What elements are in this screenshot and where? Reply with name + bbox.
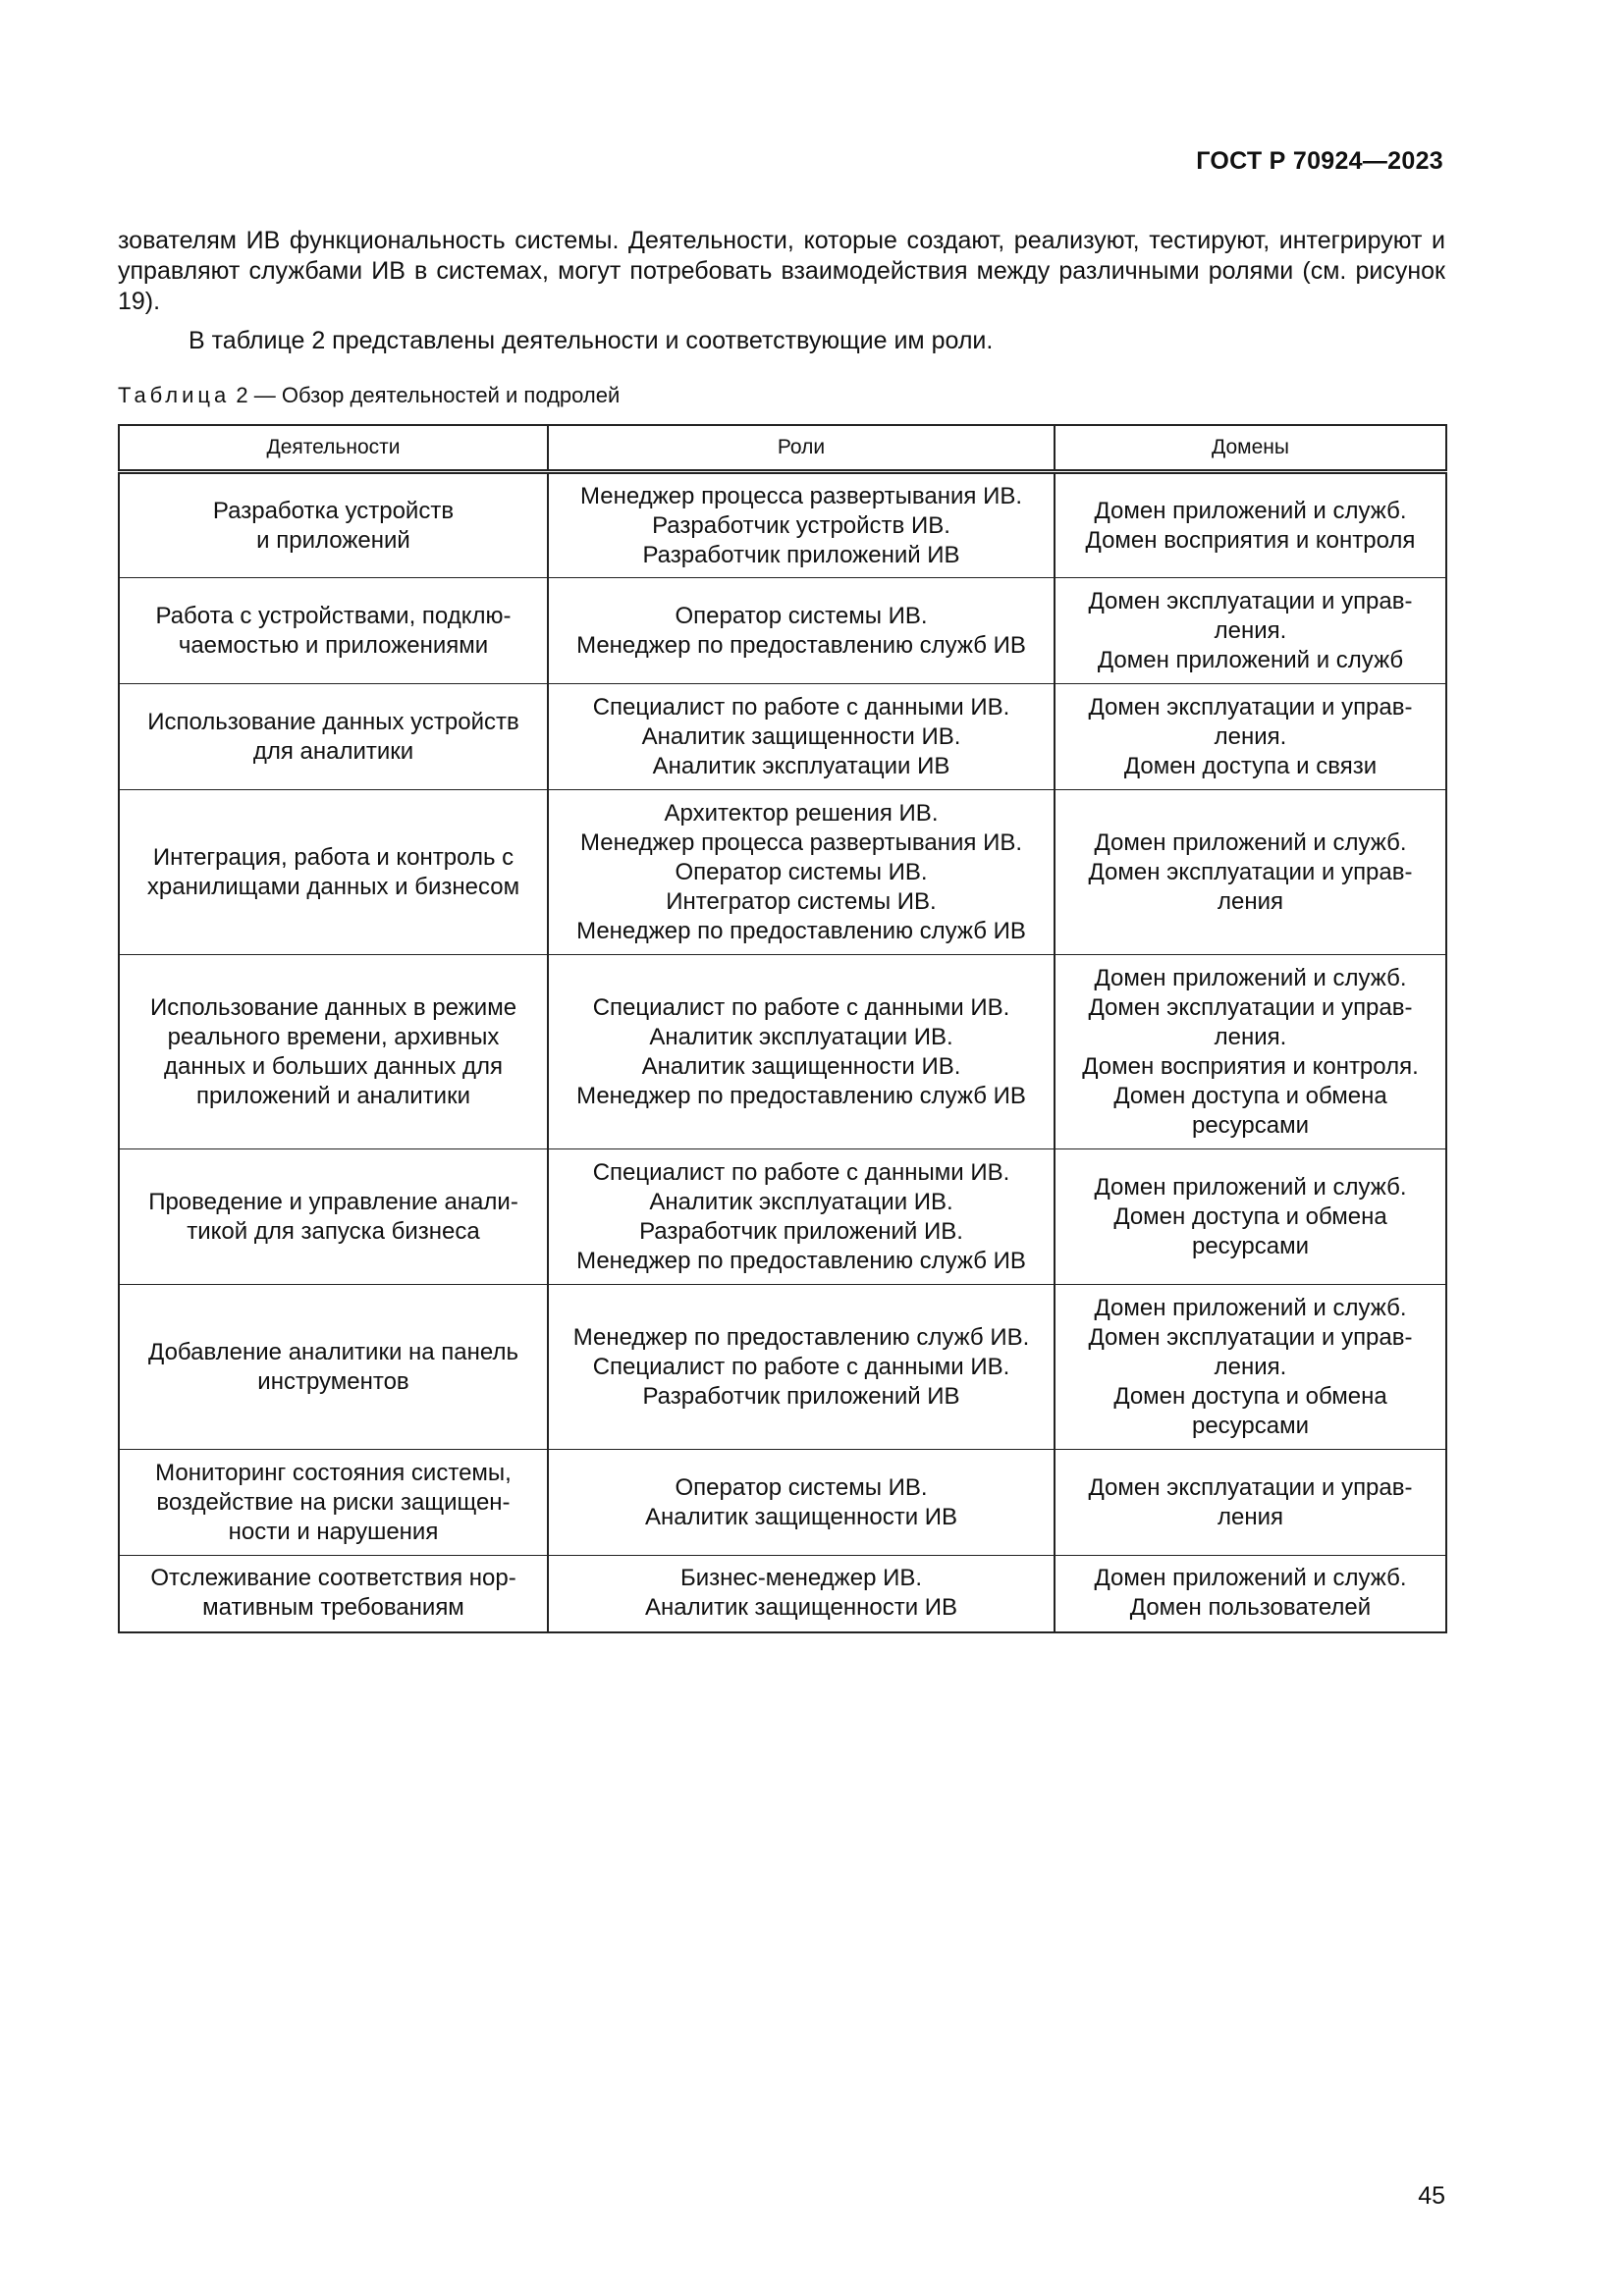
- cell-line: Оператор системы ИВ.: [675, 602, 928, 629]
- domains-cell: [1055, 1285, 1446, 1450]
- table-caption-label: Таблица: [118, 383, 231, 407]
- roles-cell: [548, 684, 1055, 790]
- domains-cell: [1055, 790, 1446, 955]
- cell-line: Специалист по работе с данными ИВ.: [592, 693, 1010, 721]
- cell-line: Домен приложений и служб.: [1094, 497, 1407, 524]
- activities-roles-table: [118, 424, 1447, 1633]
- cell-line: ления.: [1214, 1023, 1287, 1050]
- activity-cell: [119, 472, 548, 578]
- domains-cell: [1055, 684, 1446, 790]
- cell-line: Домен восприятия и контроля.: [1082, 1052, 1419, 1080]
- cell-line: Аналитик защищенности ИВ: [644, 1503, 958, 1530]
- cell-line: Специалист по работе с данными ИВ.: [592, 1158, 1010, 1186]
- cell-line: Домен доступа и обмена: [1113, 1382, 1387, 1410]
- roles-cell: [548, 1450, 1055, 1556]
- cell-line: реального времени, архивных: [167, 1023, 500, 1050]
- cell-line: Работа с устройствами, подклю-: [155, 602, 512, 629]
- cell-line: Домен доступа и обмена: [1113, 1202, 1387, 1230]
- cell-line: для аналитики: [252, 737, 414, 765]
- cell-line: Менеджер по предоставлению служб ИВ.: [572, 1323, 1030, 1351]
- activity-cell: [119, 1556, 548, 1632]
- cell-line: Домен приложений и служб.: [1094, 1294, 1407, 1321]
- cell-line: Добавление аналитики на панель: [148, 1338, 518, 1365]
- activity-cell: [119, 955, 548, 1149]
- cell-line: Использование данных в режиме: [149, 993, 517, 1021]
- cell-line: Домен эксплуатации и управ-: [1088, 858, 1413, 885]
- cell-line: Специалист по работе с данными ИВ.: [592, 993, 1010, 1021]
- cell-line: Домен восприятия и контроля: [1085, 526, 1416, 554]
- cell-line: Аналитик эксплуатации ИВ.: [649, 1188, 953, 1215]
- roles-cell: [548, 1556, 1055, 1632]
- cell-line: Домен доступа и связи: [1123, 752, 1378, 779]
- cell-line: Аналитик эксплуатации ИВ.: [649, 1023, 953, 1050]
- cell-line: Домен эксплуатации и управ-: [1088, 693, 1413, 721]
- table-row: [119, 1149, 1446, 1285]
- domains-cell: [1055, 955, 1446, 1149]
- table-row: [119, 578, 1446, 684]
- table-row: [119, 1285, 1446, 1450]
- cell-line: Отслеживание соответствия нор-: [150, 1565, 516, 1592]
- cell-line: инструментов: [257, 1367, 409, 1395]
- table-row: [119, 472, 1446, 578]
- cell-line: Архитектор решения ИВ.: [664, 799, 939, 827]
- domains-cell: [1055, 1450, 1446, 1556]
- cell-line: Домен приложений и служб.: [1094, 1173, 1407, 1201]
- activity-cell: [119, 1285, 548, 1450]
- cell-line: ресурсами: [1191, 1111, 1310, 1139]
- cell-line: Интеграция, работа и контроль с: [152, 843, 514, 871]
- cell-line: Домен эксплуатации и управ-: [1088, 587, 1413, 614]
- cell-line: Менеджер процесса развертывания ИВ.: [579, 828, 1023, 856]
- paragraph-table-intro: В таблице 2 представлены деятельности и соответствующие им роли.: [189, 327, 994, 354]
- cell-line: ления: [1217, 887, 1283, 915]
- cell-line: Проведение и управление анали-: [148, 1188, 518, 1215]
- cell-line: Менеджер по предоставлению служб ИВ: [576, 1082, 1026, 1109]
- domains-cell: [1055, 472, 1446, 578]
- table-row: [119, 684, 1446, 790]
- table-caption: [118, 383, 620, 408]
- cell-line: Разработчик приложений ИВ: [642, 541, 960, 568]
- header-domains: Домены: [1055, 425, 1446, 472]
- cell-line: Менеджер по предоставлению служб ИВ: [576, 917, 1026, 944]
- table-row: [119, 1556, 1446, 1632]
- cell-line: Аналитик защищенности ИВ: [644, 1594, 958, 1622]
- activity-cell: [119, 1149, 548, 1285]
- cell-line: Разработчик устройств ИВ.: [652, 511, 950, 539]
- cell-line: Домен приложений и служб.: [1094, 1565, 1407, 1592]
- header-roles: Роли: [548, 425, 1055, 472]
- cell-line: ления.: [1214, 722, 1287, 750]
- cell-line: Мониторинг состояния системы,: [155, 1459, 512, 1486]
- cell-line: ресурсами: [1191, 1412, 1310, 1439]
- body-text: [118, 226, 1445, 356]
- cell-line: Интегратор системы ИВ.: [666, 887, 937, 915]
- cell-line: воздействие на риски защищен-: [156, 1488, 511, 1516]
- cell-line: ления.: [1214, 1353, 1287, 1380]
- header-activities: Деятельности: [119, 425, 548, 472]
- cell-line: ресурсами: [1191, 1232, 1310, 1259]
- roles-cell: [548, 472, 1055, 578]
- cell-line: Разработка устройств: [212, 497, 455, 524]
- domains-cell: [1055, 1556, 1446, 1632]
- activity-cell: [119, 790, 548, 955]
- cell-line: Домен пользователей: [1129, 1594, 1372, 1622]
- cell-line: Домен приложений и служб.: [1094, 964, 1407, 991]
- cell-line: Аналитик защищенности ИВ.: [641, 722, 961, 750]
- activity-cell: [119, 1450, 548, 1556]
- table-row: [119, 955, 1446, 1149]
- cell-line: и приложений: [256, 526, 410, 554]
- cell-line: Бизнес-менеджер ИВ.: [679, 1565, 923, 1592]
- cell-line: Оператор системы ИВ.: [675, 1473, 928, 1501]
- domains-cell: [1055, 578, 1446, 684]
- cell-line: ности и нарушения: [228, 1518, 439, 1545]
- cell-line: Домен эксплуатации и управ-: [1088, 1323, 1413, 1351]
- domains-cell: [1055, 1149, 1446, 1285]
- table-body: [119, 472, 1446, 1632]
- roles-cell: [548, 955, 1055, 1149]
- cell-line: Домен приложений и служб: [1097, 646, 1404, 673]
- cell-line: ления.: [1214, 616, 1287, 644]
- cell-line: Аналитик защищенности ИВ.: [641, 1052, 961, 1080]
- paragraph-continuation: зователям ИВ функциональность системы. Деятельности, которые создают, реализуют, тестируют, интегрируют и управляют службами ИВ в системах, могут потребовать взаимодействия между различными ролями (см. рисунок 19).: [118, 227, 1445, 315]
- cell-line: Разработчик приложений ИВ.: [639, 1217, 963, 1245]
- cell-line: Использование данных устройств: [147, 708, 519, 735]
- cell-line: ления: [1217, 1503, 1283, 1530]
- cell-line: тикой для запуска бизнеса: [187, 1217, 480, 1245]
- cell-line: хранилищами данных и бизнесом: [146, 873, 520, 900]
- table-caption-number: 2: [236, 383, 248, 407]
- roles-cell: [548, 578, 1055, 684]
- table-row: [119, 1450, 1446, 1556]
- cell-line: Аналитик эксплуатации ИВ: [652, 752, 950, 779]
- page-number: 45: [1418, 2182, 1445, 2210]
- cell-line: Разработчик приложений ИВ: [642, 1382, 960, 1410]
- cell-line: Менеджер процесса развертывания ИВ.: [579, 482, 1023, 509]
- roles-cell: [548, 790, 1055, 955]
- activity-cell: [119, 578, 548, 684]
- cell-line: чаемостью и приложениями: [178, 631, 489, 659]
- cell-line: Оператор системы ИВ.: [675, 858, 928, 885]
- cell-line: приложений и аналитики: [196, 1082, 470, 1109]
- cell-line: Менеджер по предоставлению служб ИВ: [576, 631, 1026, 659]
- document-header: ГОСТ Р 70924—2023: [1196, 147, 1443, 175]
- table-row: [119, 790, 1446, 955]
- cell-line: Домен эксплуатации и управ-: [1088, 993, 1413, 1021]
- cell-line: Домен приложений и служб.: [1094, 828, 1407, 856]
- cell-line: Домен эксплуатации и управ-: [1088, 1473, 1413, 1501]
- activity-cell: [119, 684, 548, 790]
- roles-cell: [548, 1149, 1055, 1285]
- cell-line: данных и больших данных для: [163, 1052, 504, 1080]
- roles-cell: [548, 1285, 1055, 1450]
- cell-line: Домен доступа и обмена: [1113, 1082, 1387, 1109]
- table-header-row: [119, 425, 1446, 472]
- cell-line: мативным требованиям: [202, 1594, 464, 1622]
- table-caption-title: — Обзор деятельностей и подролей: [253, 383, 621, 407]
- cell-line: Менеджер по предоставлению служб ИВ: [576, 1247, 1026, 1274]
- cell-line: Специалист по работе с данными ИВ.: [592, 1353, 1010, 1380]
